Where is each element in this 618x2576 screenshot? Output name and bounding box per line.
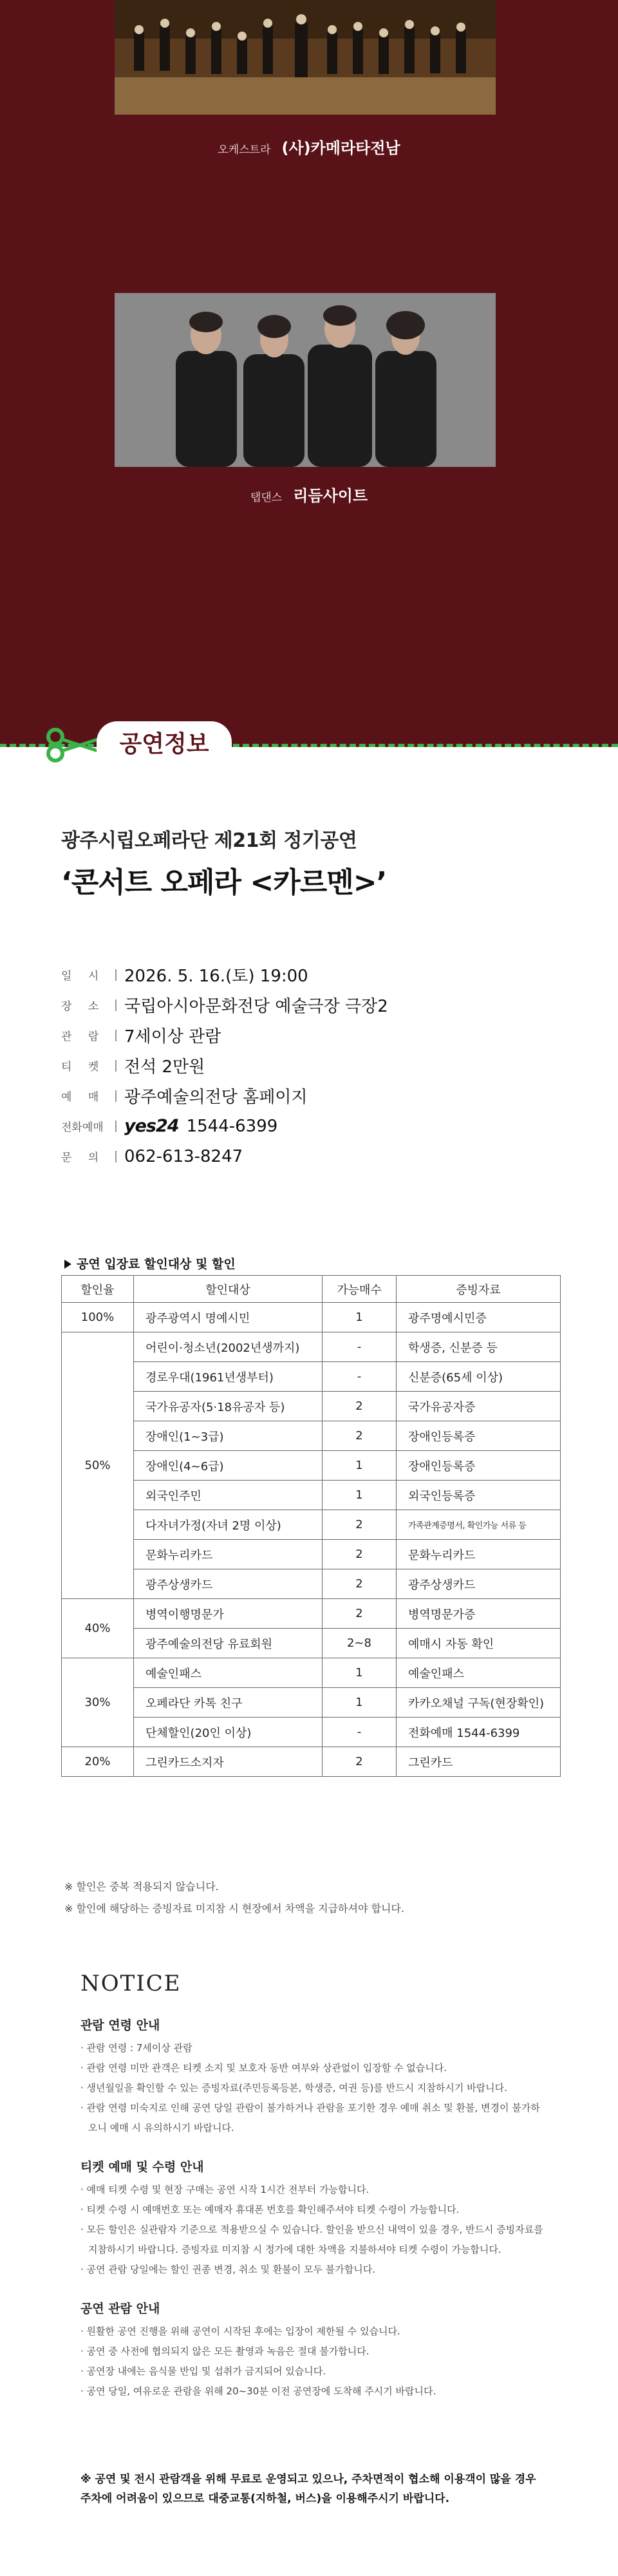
proof-cell: 카카오채널 구독(현장확인): [397, 1688, 561, 1718]
proof-cell: 장애인등록증: [397, 1421, 561, 1451]
yes24-logo: yes24: [124, 1116, 179, 1136]
table-row: [62, 1332, 561, 1362]
performers-section: [0, 0, 618, 747]
detail-row-booking: [61, 1081, 563, 1111]
detail-key: 문 의: [61, 1151, 106, 1164]
notice-section-title: 공연 관람 안내: [80, 2302, 160, 2316]
table-row: [62, 1658, 561, 1688]
table-row: [62, 1362, 561, 1392]
detail-value: 1544-6399: [186, 1116, 278, 1136]
detail-key: 관 람: [61, 1030, 106, 1043]
target-cell: 경로우대(1961년생부터): [134, 1362, 323, 1392]
target-cell: 단체할인(20인 이상): [134, 1718, 323, 1747]
qty-cell: 1: [323, 1303, 397, 1332]
target-cell: 예술인패스: [134, 1658, 323, 1688]
notice-section-title: 티켓 예매 및 수령 안내: [80, 2160, 204, 2174]
detail-value: 국립아시아문화전당 예술극장 극장2: [124, 997, 388, 1016]
list-item: · 관람 연령 : 7세이상 관람: [80, 2038, 544, 2058]
qty-cell: 2: [323, 1540, 397, 1569]
list-item: · 모든 할인은 실관람자 기준으로 적용받으실 수 있습니다. 할인을 받으신 내역이 있을 경우, 반드시 증빙자료를 지참하시기 바랍니다. 증빙자료 미지참 시 정가에 대한 차액을 지불하셔야 티켓 수령이 가능합니다.: [80, 2220, 544, 2260]
table-row: [62, 1599, 561, 1629]
list-item: · 공연 관람 당일에는 할인 권종 변경, 취소 및 환불이 모두 불가합니다.: [80, 2260, 544, 2280]
section-title-text: 공연정보: [119, 730, 209, 757]
section-title-tab: [45, 721, 232, 764]
detail-row-phone-booking: [61, 1111, 563, 1141]
qty-cell: 2: [323, 1510, 397, 1540]
list-item: · 생년월일을 확인할 수 있는 증빙자료(주민등록등본, 학생증, 여권 등)를 반드시 지참하시기 바랍니다.: [80, 2078, 544, 2098]
target-cell: 다자녀가정(자녀 2명 이상): [134, 1510, 323, 1540]
detail-key: 일 시: [61, 970, 106, 983]
show-title: ‘콘서트 오페라 <카르멘>’: [61, 866, 387, 899]
divider: [115, 1030, 117, 1041]
detail-value: 전석 2만원: [124, 1057, 205, 1077]
rate-cell: 40%: [62, 1599, 134, 1658]
table-row: [62, 1392, 561, 1421]
table-row: [62, 1510, 561, 1540]
table-row: [62, 1718, 561, 1747]
qty-cell: 2: [323, 1599, 397, 1629]
detail-value: 062-613-8247: [124, 1146, 243, 1166]
detail-row-venue: [61, 990, 563, 1020]
detail-row-age: [61, 1020, 563, 1050]
scissors-icon: [45, 725, 103, 764]
detail-key: 티 켓: [61, 1061, 106, 1074]
orchestra-caption: [0, 135, 618, 158]
performer-role: 탭댄스: [250, 491, 283, 504]
parking-notice: [80, 2470, 544, 2508]
notice-section: [80, 1971, 544, 2401]
qty-cell: -: [323, 1332, 397, 1362]
qty-cell: -: [323, 1718, 397, 1747]
proof-cell: 그린카드: [397, 1747, 561, 1777]
tapdance-caption: [0, 483, 618, 506]
qty-cell: 2~8: [323, 1629, 397, 1658]
target-cell: 국가유공자(5·18유공자 등): [134, 1392, 323, 1421]
proof-cell: 가족관계증명서, 확인가능 서류 등: [397, 1510, 561, 1540]
detail-row-date: [61, 960, 563, 990]
target-cell: 장애인(4~6급): [134, 1451, 323, 1481]
target-cell: 광주상생카드: [134, 1569, 323, 1599]
qty-cell: 1: [323, 1688, 397, 1718]
proof-cell: 외국인등록증: [397, 1481, 561, 1510]
list-item: · 원활한 공연 진행을 위해 공연이 시작된 후에는 입장이 제한될 수 있습니다.: [80, 2322, 544, 2342]
proof-cell: 광주상생카드: [397, 1569, 561, 1599]
performer-role: 오케스트라: [218, 144, 271, 156]
proof-cell: 문화누리카드: [397, 1540, 561, 1569]
detail-value: 7세이상 관람: [124, 1027, 221, 1046]
performer-name: (사)카메라타전남: [281, 139, 400, 157]
target-cell: 그린카드소지자: [134, 1747, 323, 1777]
detail-row-inquiry: [61, 1141, 563, 1171]
discount-table: [61, 1275, 561, 1777]
target-cell: 병역이행명문가: [134, 1599, 323, 1629]
detail-key: 예 매: [61, 1091, 106, 1104]
detail-value: 2026. 5. 16.(토) 19:00: [124, 967, 308, 986]
notice-heading: NOTICE: [80, 1971, 182, 1996]
table-row: [62, 1569, 561, 1599]
qty-cell: -: [323, 1362, 397, 1392]
note-line: ※ 할인은 중복 적용되지 않습니다.: [64, 1880, 219, 1893]
rate-cell: 50%: [62, 1332, 134, 1599]
performer-name: 리듬사이트: [293, 487, 368, 505]
list-item: · 공연 중 사전에 협의되지 않은 모든 촬영과 녹음은 절대 불가합니다.: [80, 2342, 544, 2362]
list-item: · 관람 연령 미숙지로 인해 공연 당일 관람이 불가하거나 관람을 포기한 경우 예매 취소 및 환불, 변경이 불가하오니 예매 시 유의하시기 바랍니다.: [80, 2098, 544, 2138]
divider: [115, 1090, 117, 1102]
qty-cell: 2: [323, 1421, 397, 1451]
proof-cell: 병역명문가증: [397, 1599, 561, 1629]
header-rate: 할인율: [62, 1276, 134, 1303]
qty-cell: 2: [323, 1569, 397, 1599]
section-title: [97, 721, 232, 762]
footer-line: ※ 공연 및 전시 관람객을 위해 무료로 운영되고 있으나, 주차면적이 협소해 이용객이 많을 경우: [80, 2473, 536, 2486]
table-row: [62, 1481, 561, 1510]
divider: [115, 969, 117, 981]
detail-row-ticket: [61, 1050, 563, 1081]
discount-notes: [64, 1876, 566, 1920]
target-cell: 외국인주민: [134, 1481, 323, 1510]
header-target: 할인대상: [134, 1276, 323, 1303]
show-heading: [61, 824, 563, 900]
triangle-bullet-icon: [64, 1260, 71, 1269]
list-item: · 공연 당일, 여유로운 관람을 위해 20~30분 이전 공연장에 도착해 주시기 바랍니다.: [80, 2382, 544, 2401]
table-row: [62, 1303, 561, 1332]
proof-cell: 전화예매 1544-6399: [397, 1718, 561, 1747]
target-cell: 어린이·청소년(2002년생까지): [134, 1332, 323, 1362]
table-row: [62, 1688, 561, 1718]
table-row: [62, 1540, 561, 1569]
show-subtitle: 광주시립오페라단 제21회 정기공연: [61, 829, 357, 852]
list-item: · 예매 티켓 수령 및 현장 구매는 공연 시작 1시간 전부터 가능합니다.: [80, 2180, 544, 2200]
header-proof: 증빙자료: [397, 1276, 561, 1303]
divider: [115, 999, 117, 1011]
list-item: · 관람 연령 미만 관객은 티켓 소지 및 보호자 동반 여부와 상관없이 입장할 수 없습니다.: [80, 2058, 544, 2078]
proof-cell: 신분증(65세 이상): [397, 1362, 561, 1392]
proof-cell: 국가유공자증: [397, 1392, 561, 1421]
target-cell: 광주예술의전당 유료회원: [134, 1629, 323, 1658]
rate-cell: 100%: [62, 1303, 134, 1332]
proof-cell: 예술인패스: [397, 1658, 561, 1688]
table-row: [62, 1451, 561, 1481]
proof-cell: 광주명예시민증: [397, 1303, 561, 1332]
divider: [115, 1121, 117, 1132]
list-item: · 공연장 내에는 음식물 반입 및 섭취가 금지되어 있습니다.: [80, 2362, 544, 2382]
qty-cell: 1: [323, 1481, 397, 1510]
target-cell: 장애인(1~3급): [134, 1421, 323, 1451]
detail-key: 장 소: [61, 1000, 106, 1013]
discount-table-title: [64, 1255, 236, 1272]
target-cell: 오페라단 카톡 친구: [134, 1688, 323, 1718]
orchestra-photo: [115, 0, 496, 115]
divider: [115, 1151, 117, 1162]
list-item: · 티켓 수령 시 예매번호 또는 예매자 휴대폰 번호를 확인해주셔야 티켓 수령이 가능합니다.: [80, 2200, 544, 2220]
target-cell: 문화누리카드: [134, 1540, 323, 1569]
qty-cell: 2: [323, 1392, 397, 1421]
discount-title-text: 공연 입장료 할인대상 및 할인: [77, 1257, 236, 1271]
detail-key: 전화예매: [61, 1121, 104, 1134]
target-cell: 광주광역시 명예시민: [134, 1303, 323, 1332]
footer-line: 주차에 어려움이 있으므로 대중교통(지하철, 버스)을 이용해주시기 바랍니다.: [80, 2492, 450, 2505]
rate-cell: 30%: [62, 1658, 134, 1747]
qty-cell: 2: [323, 1747, 397, 1777]
detail-value: 광주예술의전당 홈페이지: [124, 1088, 308, 1107]
header-qty: 가능매수: [323, 1276, 397, 1303]
divider: [115, 1060, 117, 1072]
table-row: [62, 1747, 561, 1777]
qty-cell: 1: [323, 1658, 397, 1688]
proof-cell: 장애인등록증: [397, 1451, 561, 1481]
rate-cell: 20%: [62, 1747, 134, 1777]
table-row: [62, 1421, 561, 1451]
qty-cell: 1: [323, 1451, 397, 1481]
proof-cell: 예매시 자동 확인: [397, 1629, 561, 1658]
show-details: [61, 960, 563, 1171]
notice-age: [80, 2016, 544, 2138]
tapdance-photo: [115, 293, 496, 467]
notice-section-title: 관람 연령 안내: [80, 2018, 160, 2032]
note-line: ※ 할인에 해당하는 증빙자료 미지참 시 현장에서 차액을 지급하셔야 합니다.: [64, 1902, 404, 1915]
table-header-row: [62, 1276, 561, 1303]
notice-viewing: [80, 2299, 544, 2401]
notice-ticket: [80, 2157, 544, 2280]
proof-cell: 학생증, 신분증 등: [397, 1332, 561, 1362]
table-row: [62, 1629, 561, 1658]
